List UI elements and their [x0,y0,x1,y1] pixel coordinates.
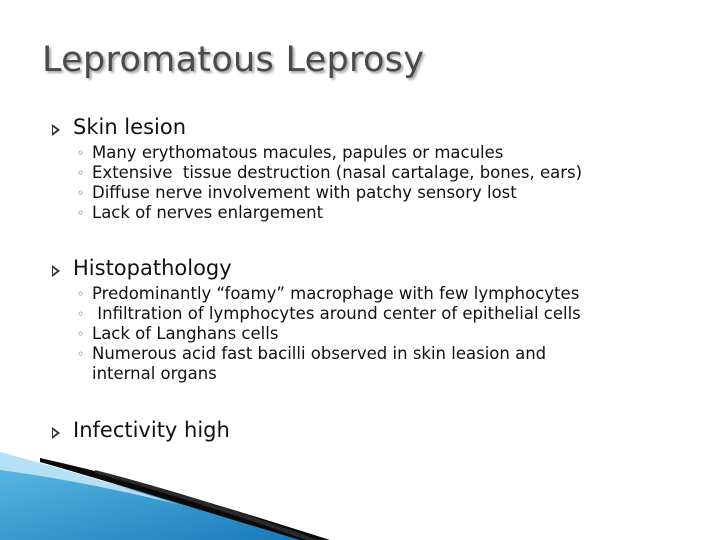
circle-bullet-icon: ◦ [77,307,85,321]
list-item: ◦ Lack of nerves enlargement [77,203,324,222]
list-item: ◦ Extensive tissue destruction (nasal cartalage, bones, ears) [77,163,583,182]
arrow-bullet-icon [52,124,60,136]
section-heading: Infectivity high [73,418,230,442]
list-item: ◦ Lack of Langhans cells [77,324,279,343]
section-histopathology [52,256,581,384]
section-skin-lesion [52,115,582,223]
circle-bullet-icon: ◦ [77,347,85,361]
section-heading: Histopathology [73,256,232,280]
list-item: ◦ Infiltration of lymphocytes around center of epithelial cells [77,304,581,323]
circle-bullet-icon: ◦ [77,327,85,341]
list-item: ◦ Diffuse nerve involvement with patchy sensory lost [77,183,517,202]
circle-bullet-icon: ◦ [77,146,85,160]
arrow-bullet-icon [52,427,60,439]
circle-bullet-icon: ◦ [77,206,85,220]
list-item: ◦ Numerous acid fast bacilli observed in skin leasion and [77,344,547,363]
circle-bullet-icon: ◦ [77,186,85,200]
section-heading: Skin lesion [73,115,186,139]
list-item: ◦ Predominantly “foamy” macrophage with few lymphocytes [77,284,580,303]
list-item-continuation: internal organs [92,364,217,383]
list-item: ◦ Many erythomatous macules, papules or macules [77,143,504,162]
circle-bullet-icon: ◦ [77,287,85,301]
circle-bullet-icon: ◦ [77,166,85,180]
arrow-bullet-icon [52,265,60,277]
slide-title: Lepromatous Leprosy [42,40,425,80]
